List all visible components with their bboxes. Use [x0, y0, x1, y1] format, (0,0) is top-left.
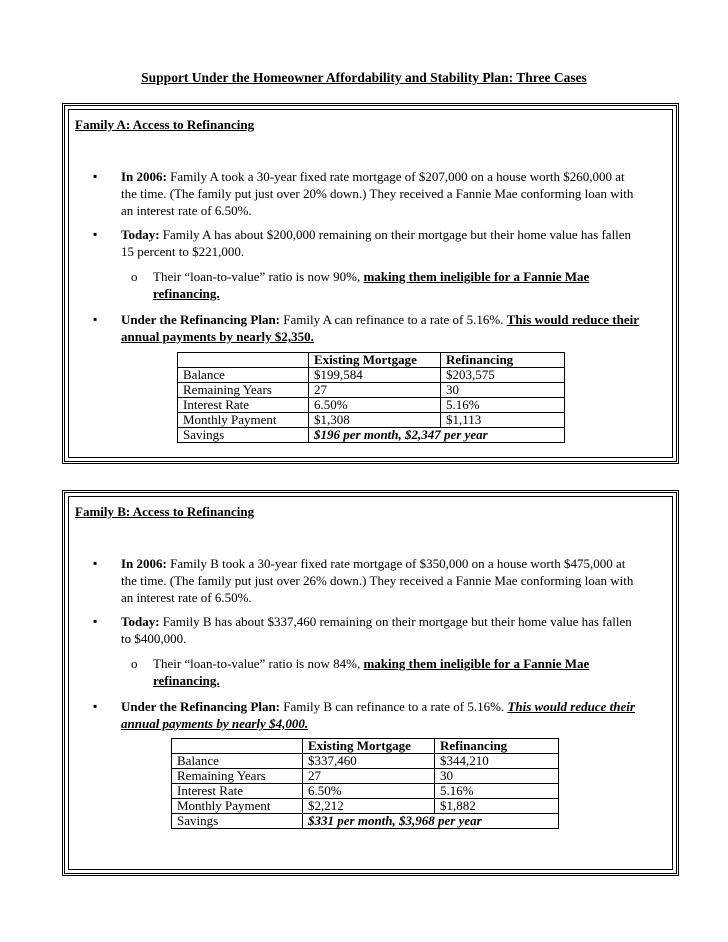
- table-cell: Savings: [178, 428, 309, 443]
- bullet-text: Family B has about $337,460 remaining on their mortgage but their home value has fallen to $400,000.: [121, 614, 632, 646]
- table-cell: 27: [309, 383, 441, 398]
- plan-emphasis: This would reduce their annual payments by nearly $2,350.: [121, 312, 640, 344]
- sub-text: Their “loan-to-value” ratio is now 90%,: [153, 269, 364, 284]
- table-cell: Existing Mortgage: [303, 739, 435, 754]
- sub-text: Their “loan-to-value” ratio is now 84%,: [153, 656, 364, 671]
- table-cell: Balance: [172, 754, 303, 769]
- family-a-heading: Family A: Access to Refinancing: [75, 117, 255, 132]
- bullet-label: Today:: [121, 614, 160, 629]
- table-cell: $344,210: [435, 754, 559, 769]
- family-b-table: [171, 738, 559, 829]
- family-b-bullet-plan: [93, 698, 643, 732]
- bullet-text: Family B took a 30-year fixed rate mortgage of $350,000 on a house worth $475,000 at the time. (The family put just over 26% down.) They received a Fannie Mae conforming loan with an interest rate of 6.50%.: [121, 556, 634, 605]
- table-savings-row: [172, 814, 559, 829]
- circle-bullet-icon: o: [131, 656, 138, 671]
- table-row: [172, 784, 559, 799]
- family-b-heading: Family B: Access to Refinancing: [75, 504, 255, 519]
- table-cell: $199,584: [309, 368, 441, 383]
- table-cell: 6.50%: [303, 784, 435, 799]
- table-cell: 5.16%: [441, 398, 565, 413]
- bullet-label: In 2006:: [121, 169, 167, 184]
- table-row: [178, 383, 565, 398]
- table-row: [178, 398, 565, 413]
- table-header-row: [178, 353, 565, 368]
- family-a-box: [62, 103, 679, 464]
- square-bullet-icon: ▪: [93, 556, 98, 570]
- table-cell: 27: [303, 769, 435, 784]
- bullet-text: Family A can refinance to a rate of 5.16%.: [280, 312, 507, 327]
- table-cell: Monthly Payment: [172, 799, 303, 814]
- square-bullet-icon: ▪: [93, 312, 98, 326]
- family-a-bullet-plan: [93, 311, 643, 345]
- table-cell: $1,882: [435, 799, 559, 814]
- savings-value: $196 per month, $2,347 per year: [309, 428, 565, 443]
- sub-emphasis: making them ineligible for a Fannie Mae refinancing.: [153, 656, 590, 688]
- family-b-bullet-2006: [93, 555, 643, 606]
- family-a-bullet-today: [93, 226, 643, 260]
- table-row: [172, 799, 559, 814]
- sub-emphasis: making them ineligible for a Fannie Mae refinancing.: [153, 269, 590, 301]
- table-header-row: [172, 739, 559, 754]
- table-cell: 5.16%: [435, 784, 559, 799]
- family-a-subbullet-ltv: [131, 268, 601, 302]
- table-cell: 30: [435, 769, 559, 784]
- family-a-table: [177, 352, 565, 443]
- table-cell: 30: [441, 383, 565, 398]
- table-cell: Interest Rate: [172, 784, 303, 799]
- savings-value: $331 per month, $3,968 per year: [303, 814, 559, 829]
- table-row: [178, 413, 565, 428]
- table-cell: Existing Mortgage: [309, 353, 441, 368]
- table-row: [178, 368, 565, 383]
- bullet-label: Under the Refinancing Plan:: [121, 699, 281, 714]
- family-b-box: [62, 490, 679, 876]
- plan-emphasis: This would reduce their annual payments by nearly $4,000.: [121, 699, 635, 731]
- table-row: [172, 754, 559, 769]
- table-cell: [178, 353, 309, 368]
- page-title: Support Under the Homeowner Affordability and Stability Plan: Three Cases: [141, 70, 587, 85]
- table-cell: Refinancing: [441, 353, 565, 368]
- table-cell: Interest Rate: [178, 398, 309, 413]
- table-cell: Balance: [178, 368, 309, 383]
- table-savings-row: [178, 428, 565, 443]
- bullet-text: Family A has about $200,000 remaining on their mortgage but their home value has fallen 15 percent to $221,000.: [121, 227, 632, 259]
- bullet-text: Family A took a 30-year fixed rate mortgage of $207,000 on a house worth $260,000 at the time. (The family put just over 20% down.) They received a Fannie Mae conforming loan with an interest rate of 6.50%.: [121, 169, 634, 218]
- table-cell: Refinancing: [435, 739, 559, 754]
- table-cell: $2,212: [303, 799, 435, 814]
- table-cell: 6.50%: [309, 398, 441, 413]
- square-bullet-icon: ▪: [93, 699, 98, 713]
- circle-bullet-icon: o: [131, 269, 138, 284]
- table-cell: $1,308: [309, 413, 441, 428]
- bullet-label: Under the Refinancing Plan:: [121, 312, 281, 327]
- family-b-bullet-today: [93, 613, 643, 647]
- family-a-bullet-2006: [93, 168, 643, 219]
- table-cell: $1,113: [441, 413, 565, 428]
- table-cell: Remaining Years: [178, 383, 309, 398]
- bullet-text: Family B can refinance to a rate of 5.16%.: [280, 699, 508, 714]
- bullet-label: In 2006:: [121, 556, 167, 571]
- table-cell: [172, 739, 303, 754]
- bullet-label: Today:: [121, 227, 160, 242]
- table-cell: Monthly Payment: [178, 413, 309, 428]
- square-bullet-icon: ▪: [93, 227, 98, 241]
- family-b-subbullet-ltv: [131, 655, 601, 689]
- square-bullet-icon: ▪: [93, 614, 98, 628]
- table-row: [172, 769, 559, 784]
- square-bullet-icon: ▪: [93, 169, 98, 183]
- table-cell: Remaining Years: [172, 769, 303, 784]
- table-cell: $203,575: [441, 368, 565, 383]
- table-cell: Savings: [172, 814, 303, 829]
- table-cell: $337,460: [303, 754, 435, 769]
